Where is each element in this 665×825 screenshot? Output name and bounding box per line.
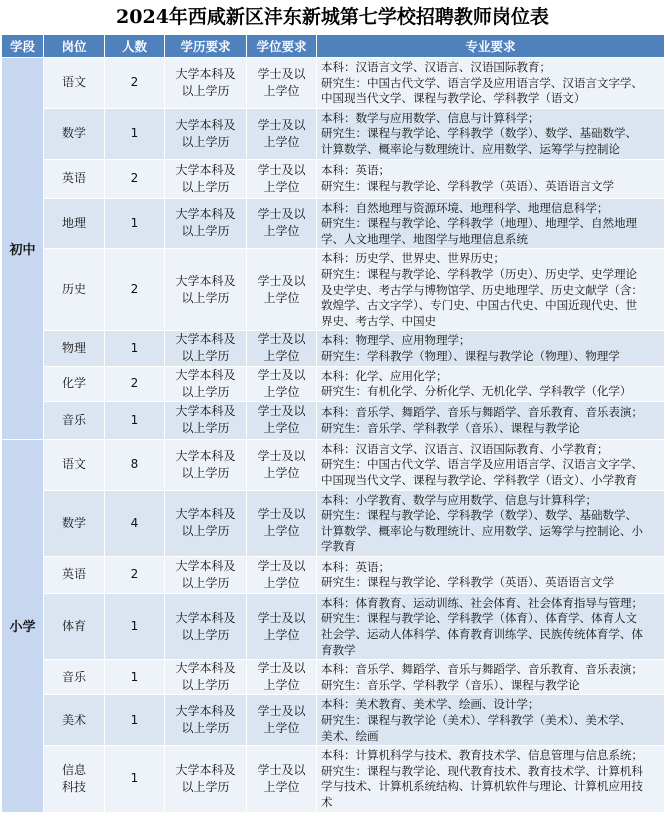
education-text: 大学本科及: [175, 762, 236, 777]
major-cell: [317, 198, 665, 249]
position-cell: [44, 401, 105, 439]
education-text: 以上学历: [181, 678, 230, 693]
position-cell: [44, 556, 105, 593]
education-cell: [165, 331, 247, 366]
stage-cell: 初中: [2, 58, 44, 440]
position-cell: [44, 331, 105, 366]
count-cell: 8: [105, 439, 165, 490]
major-text: 研究生：有机化学、分析化学、无机化学、学科教学（化学）: [321, 384, 632, 399]
degree-text: 上学位: [263, 384, 300, 399]
degree-text: 学士及以: [257, 404, 306, 419]
major-cell: [317, 746, 665, 812]
degree-cell: [247, 439, 317, 490]
major-cell: [317, 58, 665, 109]
major-text: 研究生：课程与教学论、学科教学（英语）、英语语言文学: [321, 179, 615, 194]
degree-text: 上学位: [263, 134, 300, 149]
position-cell: [44, 159, 105, 198]
degree-cell: [247, 556, 317, 593]
table-row: [2, 401, 665, 439]
major-text: 本科：化学、应用化学；: [321, 368, 448, 383]
major-text: 研究生：学科教学（物理）、课程与教学论（物理）、物理学: [321, 348, 620, 363]
education-text: 以上学历: [181, 349, 230, 364]
major-cell: [317, 556, 665, 593]
position-text: 信息: [61, 762, 86, 777]
major-text: 本科：英语；: [321, 559, 390, 574]
table-row: [2, 593, 665, 659]
education-cell: [165, 108, 247, 159]
major-text: 学、人文地理学、地图学与地理信息系统: [321, 231, 528, 246]
major-cell: [317, 695, 665, 746]
education-text: 大学本科及: [175, 332, 236, 347]
major-text: 敦煌学、古文字学）、专门史、中国古代史、中国近现代史、世: [321, 298, 638, 313]
degree-text: 学士及以: [257, 273, 306, 288]
education-cell: [165, 660, 247, 695]
position-cell: [44, 58, 105, 109]
major-text: 研究生：课程与教学论、学科教学（数学）、数学、基础数学、: [321, 126, 638, 141]
education-cell: [165, 490, 247, 556]
degree-cell: [247, 490, 317, 556]
major-text: 研究生：中国古代文学、语言学及应用语言学、汉语言文字学、: [321, 75, 643, 90]
education-text: 大学本科及: [175, 704, 236, 719]
major-cell: [317, 331, 665, 366]
count-cell: 1: [105, 746, 165, 812]
major-text: 中国现当代文学、课程与教学论、学科教学（语文）: [321, 91, 586, 106]
major-text: 及史学史、考古学与博物馆学、历史地理学、历史文献学（含：: [321, 282, 643, 297]
education-text: 以上学历: [181, 83, 230, 98]
major-cell: [317, 108, 665, 159]
page-title: 2024年西咸新区沣东新城第七学校招聘教师岗位表: [116, 6, 549, 28]
count-cell: 1: [105, 108, 165, 159]
major-text: 本科：音乐学、舞蹈学、音乐与舞蹈学、音乐教育、音乐表演；: [321, 405, 643, 420]
education-cell: [165, 366, 247, 401]
major-text: 本科：汉语言文学、汉语言、汉语国际教育、小学教育；: [321, 441, 609, 456]
degree-cell: [247, 366, 317, 401]
degree-text: 上学位: [263, 678, 300, 693]
position-text: 数学: [61, 515, 86, 530]
table-row: [2, 556, 665, 593]
major-text: 本科：历史学、世界史、世界历史；: [321, 251, 505, 266]
education-text: 大学本科及: [175, 448, 236, 463]
position-cell: [44, 439, 105, 490]
degree-cell: [247, 746, 317, 812]
education-text: 以上学历: [181, 179, 230, 194]
table-row: [2, 660, 665, 695]
education-text: 大学本科及: [175, 117, 236, 132]
degree-text: 上学位: [263, 524, 300, 539]
position-text: 美术: [61, 712, 86, 727]
degree-text: 上学位: [263, 779, 300, 794]
major-text: 本科：数学与应用数学、信息与计算科学；: [321, 110, 540, 125]
education-cell: [165, 198, 247, 249]
degree-cell: [247, 660, 317, 695]
header-education: 学历要求: [165, 35, 247, 58]
education-text: 大学本科及: [175, 162, 236, 177]
degree-text: 上学位: [263, 721, 300, 736]
major-text: 本科：音乐学、舞蹈学、音乐与舞蹈学、音乐教育、音乐表演；: [321, 662, 643, 677]
degree-cell: [247, 593, 317, 659]
count-cell: 1: [105, 331, 165, 366]
table-row: [2, 366, 665, 401]
count-cell: 2: [105, 556, 165, 593]
education-text: 大学本科及: [175, 507, 236, 522]
education-text: 以上学历: [181, 465, 230, 480]
education-cell: [165, 593, 247, 659]
position-cell: [44, 366, 105, 401]
degree-text: 上学位: [263, 224, 300, 239]
major-cell: [317, 660, 665, 695]
position-cell: [44, 490, 105, 556]
education-cell: [165, 439, 247, 490]
major-text: 研究生：课程与教学论（美术）、学科教学（美术）、美术学、: [321, 713, 632, 728]
position-text: 语文: [61, 75, 86, 90]
position-cell: [44, 695, 105, 746]
degree-text: 上学位: [263, 465, 300, 480]
degree-text: 学士及以: [257, 507, 306, 522]
count-cell: 2: [105, 58, 165, 109]
degree-text: 学士及以: [257, 162, 306, 177]
stage-cell: 小学: [2, 439, 44, 812]
education-text: 大学本科及: [175, 207, 236, 222]
position-cell: [44, 660, 105, 695]
position-text: 地理: [61, 215, 86, 230]
education-text: 以上学历: [181, 627, 230, 642]
position-text: 语文: [61, 457, 86, 472]
table-row: [2, 249, 665, 331]
major-text: 研究生：中国古代文学、语言学及应用语言学、汉语言文字学、: [321, 457, 643, 472]
education-cell: [165, 556, 247, 593]
count-cell: 2: [105, 159, 165, 198]
count-cell: 4: [105, 490, 165, 556]
degree-text: 上学位: [263, 290, 300, 305]
recruitment-table: [1, 34, 665, 813]
count-cell: 1: [105, 401, 165, 439]
header-count: 人数: [105, 35, 165, 58]
major-cell: [317, 159, 665, 198]
education-cell: [165, 159, 247, 198]
table-row: [2, 159, 665, 198]
degree-cell: [247, 159, 317, 198]
major-text: 界史、考古学、中国史: [321, 313, 436, 328]
count-cell: 1: [105, 198, 165, 249]
education-cell: [165, 746, 247, 812]
degree-text: 学士及以: [257, 117, 306, 132]
table-row: [2, 58, 665, 109]
education-text: 以上学历: [181, 384, 230, 399]
major-text: 研究生：课程与教学论、现代教育技术、教育技术学、计算机科: [321, 763, 643, 778]
degree-text: 学士及以: [257, 66, 306, 81]
education-text: 以上学历: [181, 575, 230, 590]
degree-text: 上学位: [263, 83, 300, 98]
position-text: 音乐: [61, 412, 86, 427]
major-text: 本科：小学教育、数学与应用数学、信息与计算科学；: [321, 492, 597, 507]
education-text: 以上学历: [181, 224, 230, 239]
major-text: 育教学: [321, 642, 356, 657]
education-cell: [165, 249, 247, 331]
major-text: 本科：英语；: [321, 163, 390, 178]
position-text: 音乐: [61, 669, 86, 684]
degree-text: 上学位: [263, 349, 300, 364]
education-text: 大学本科及: [175, 273, 236, 288]
position-text: 体育: [61, 619, 86, 634]
education-cell: [165, 401, 247, 439]
table-header-row: [2, 35, 665, 58]
degree-text: 学士及以: [257, 558, 306, 573]
position-text: 英语: [61, 567, 86, 582]
education-cell: [165, 58, 247, 109]
header-position: 岗位: [44, 35, 105, 58]
degree-text: 学士及以: [257, 367, 306, 382]
count-cell: 2: [105, 366, 165, 401]
degree-cell: [247, 695, 317, 746]
count-cell: 1: [105, 593, 165, 659]
header-stage: 学段: [2, 35, 44, 58]
degree-text: 学士及以: [257, 332, 306, 347]
education-text: 大学本科及: [175, 404, 236, 419]
header-major: 专业要求: [317, 35, 665, 58]
education-cell: [165, 695, 247, 746]
position-cell: [44, 249, 105, 331]
degree-text: 学士及以: [257, 207, 306, 222]
degree-text: 上学位: [263, 421, 300, 436]
education-text: 大学本科及: [175, 558, 236, 573]
count-cell: 1: [105, 695, 165, 746]
education-text: 以上学历: [181, 524, 230, 539]
major-cell: [317, 439, 665, 490]
position-text: 物理: [61, 340, 86, 355]
education-text: 以上学历: [181, 779, 230, 794]
major-text: 研究生：课程与教学论、学科教学（体育）、体育学、体育人文: [321, 611, 638, 626]
table-row: [2, 490, 665, 556]
degree-text: 上学位: [263, 627, 300, 642]
degree-text: 学士及以: [257, 610, 306, 625]
table-row: [2, 695, 665, 746]
education-text: 大学本科及: [175, 661, 236, 676]
education-text: 大学本科及: [175, 610, 236, 625]
count-cell: 1: [105, 660, 165, 695]
position-text: 历史: [61, 282, 86, 297]
degree-text: 学士及以: [257, 661, 306, 676]
major-cell: [317, 490, 665, 556]
major-text: 本科：体育教育、运动训练、社会体育、社会体育指导与管理；: [321, 595, 643, 610]
position-text: 化学: [61, 376, 86, 391]
education-text: 以上学历: [181, 421, 230, 436]
degree-text: 上学位: [263, 575, 300, 590]
table-row: [2, 439, 665, 490]
major-text: 计算数学、概率论与数理统计、应用数学、运筹学与控制论、小: [321, 523, 643, 538]
position-text: 科技: [61, 779, 86, 794]
count-cell: 2: [105, 249, 165, 331]
education-text: 大学本科及: [175, 367, 236, 382]
major-cell: [317, 401, 665, 439]
major-text: 研究生：课程与教学论、学科教学（数学）、数学、基础数学、: [321, 508, 638, 523]
degree-text: 学士及以: [257, 762, 306, 777]
major-cell: [317, 249, 665, 331]
degree-cell: [247, 401, 317, 439]
header-degree: 学位要求: [247, 35, 317, 58]
major-text: 中国现当代文学、课程与教学论、学科教学（语文）、小学教育: [321, 472, 638, 487]
degree-cell: [247, 249, 317, 331]
major-text: 本科：自然地理与资源环境、地理科学、地理信息科学；: [321, 200, 609, 215]
major-text: 学教育: [321, 539, 356, 554]
major-text: 学与技术、计算机系统结构、计算机软件与理论、计算机应用技: [321, 779, 643, 794]
major-text: 术: [321, 795, 333, 809]
major-text: 美术、绘画: [321, 728, 379, 743]
degree-cell: [247, 331, 317, 366]
major-text: 研究生：课程与教学论、学科教学（地理）、地理学、自然地理: [321, 216, 638, 231]
major-text: 研究生：课程与教学论、学科教学（英语）、英语语言文学: [321, 575, 615, 590]
education-text: 以上学历: [181, 721, 230, 736]
degree-text: 学士及以: [257, 704, 306, 719]
position-cell: [44, 198, 105, 249]
major-text: 研究生：课程与教学论、学科教学（历史）、历史学、史学理论: [321, 266, 638, 281]
major-text: 研究生：音乐学、学科教学（音乐）、课程与教学论: [321, 677, 580, 692]
position-cell: [44, 108, 105, 159]
position-text: 数学: [61, 126, 86, 141]
major-text: 社会学、运动人体科学、体育教育训练学、民族传统体育学、体: [321, 627, 643, 642]
major-text: 本科：物理学、应用物理学；: [321, 333, 471, 348]
education-text: 以上学历: [181, 134, 230, 149]
degree-text: 上学位: [263, 179, 300, 194]
major-text: 本科：汉语言文学、汉语言、汉语国际教育；: [321, 60, 551, 74]
major-text: 本科：美术教育、美术学、绘画、设计学；: [321, 697, 540, 712]
major-cell: [317, 366, 665, 401]
degree-cell: [247, 108, 317, 159]
position-cell: [44, 746, 105, 812]
major-text: 计算数学、概率论与数理统计、应用数学、运筹学与控制论: [321, 141, 620, 156]
degree-cell: [247, 198, 317, 249]
position-cell: [44, 593, 105, 659]
degree-cell: [247, 58, 317, 109]
table-row: [2, 331, 665, 366]
table-row: [2, 108, 665, 159]
table-row: [2, 198, 665, 249]
education-text: 大学本科及: [175, 66, 236, 81]
position-text: 英语: [61, 171, 86, 186]
major-text: 本科：计算机科学与技术、教育技术学、信息管理与信息系统；: [321, 748, 643, 763]
major-text: 研究生：音乐学、学科教学（音乐）、课程与教学论: [321, 420, 580, 435]
degree-text: 学士及以: [257, 448, 306, 463]
education-text: 以上学历: [181, 290, 230, 305]
major-cell: [317, 593, 665, 659]
table-row: [2, 746, 665, 812]
